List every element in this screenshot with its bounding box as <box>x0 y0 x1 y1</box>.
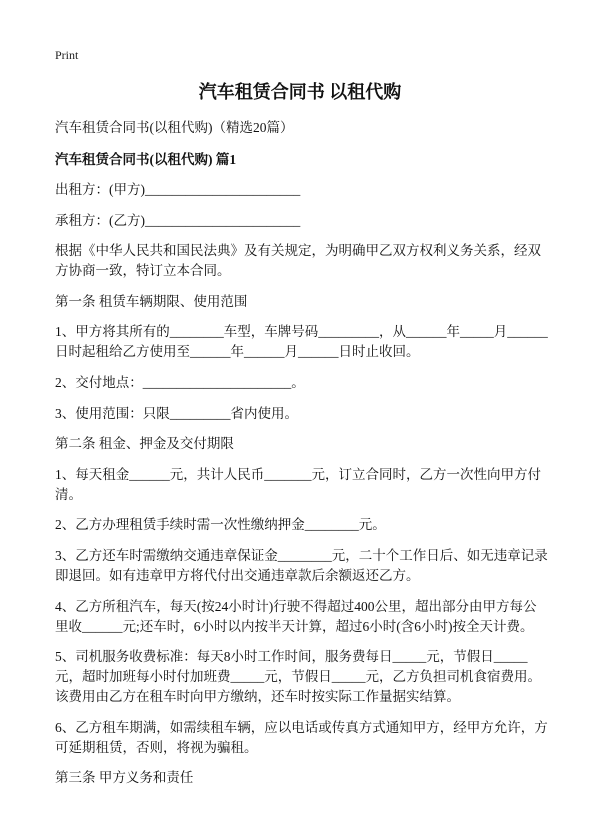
clause-2-1-daily-rent: 1、每天租金______元，共计人民币_______元，订立合同时，乙方一次性向甲方付清。 <box>55 466 541 502</box>
clause-2-4-mileage-limit: 4、乙方所租汽车，每天(按24小时计)行驶不得超过400公里，超出部分由甲方每公里收______元;还车时，6小时以内按半天计算，超过6小时(含6小时)按全天计费。 <box>55 598 537 634</box>
article-2-heading: 第二条 租金、押金及交付期限 <box>55 436 234 452</box>
document-title: 汽车租赁合同书 以租代购 <box>198 82 402 102</box>
clause-2-3-violation-deposit: 3、乙方还车时需缴纳交通违章保证金________元，二十个工作日后、如无违章记录即退回。如有违章甲方将代付出交通违章款后余额返还乙方。 <box>55 547 548 583</box>
document-body <box>55 118 549 799</box>
preamble-paragraph: 根据《中华人民共和国民法典》及有关规定，为明确甲乙双方权利义务关系，经双方协商一致，特订立本合同。 <box>55 243 541 279</box>
document-subtitle: 汽车租赁合同书(以租代购)（精选20篇） <box>55 120 294 135</box>
lessee-party-line: 承租方：(乙方)_______________________ <box>55 212 301 228</box>
clause-1-2-delivery-location: 2、交付地点：______________________。 <box>55 374 305 390</box>
clause-1-1-rental-period: 1、甲方将其所有的________车型，车牌号码_________，从______年_____月______日时起租给乙方使用至______年______月______日时止收回。 <box>55 324 548 360</box>
article-heading: 汽车租赁合同书(以租代购) 篇1 <box>55 152 237 167</box>
article-3-heading: 第三条 甲方义务和责任 <box>55 770 194 786</box>
article-1-heading: 第一条 租赁车辆期限、使用范围 <box>55 293 248 309</box>
clause-2-2-deposit: 2、乙方办理租赁手续时需一次性缴纳押金________元。 <box>55 517 386 533</box>
clause-2-6-renewal: 6、乙方租车期满，如需续租车辆，应以电话或传真方式通知甲方，经甲方允许，方可延期租赁，否则，将视为骗租。 <box>55 719 548 755</box>
clause-2-5-driver-fees: 5、司机服务收费标准：每天8小时工作时间，服务费每日_____元，节假日_____元，超时加班每小时付加班费_____元，节假日_____元，乙方负担司机食宿费用。该费用由乙方在租车时向甲方缴纳，还车时按实际工作量据实结算。 <box>55 649 541 705</box>
print-link[interactable]: Print <box>55 48 79 62</box>
lessor-party-line: 出租方：(甲方)_______________________ <box>55 182 301 197</box>
clause-1-3-usage-scope: 3、使用范围：只限_________省内使用。 <box>55 405 298 421</box>
